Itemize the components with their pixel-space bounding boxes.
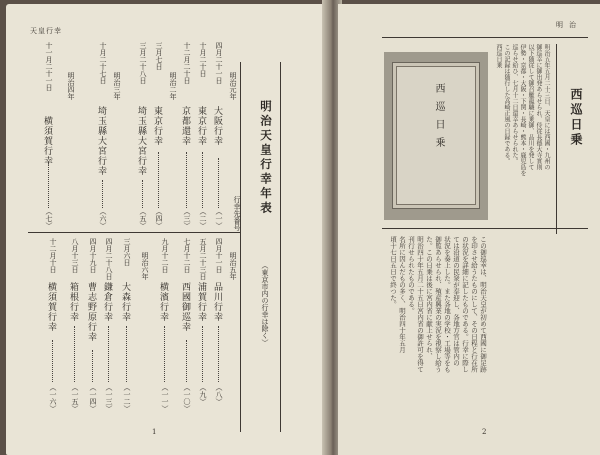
date-cell: 十月二十七日 [99,42,107,84]
place-cell: 横須賀行幸 [42,116,52,166]
paragraph-line: ては沿道の民衆が奉迎し、各地方官は管内の [452,236,460,366]
date-cell: 四月二十八日 [105,238,113,280]
leader-dots [202,152,203,208]
paragraph-line: 明治四十年五月二十五日宮内省の御許可を得て [416,236,424,373]
number-cell: （一五） [71,384,79,412]
place-cell: 大阪行幸 [212,106,222,146]
date-cell: 十二月二十日 [183,42,191,84]
leader-dots [218,158,219,208]
place-cell: 浦賀行幸 [196,282,206,322]
date-cell: 十月二十日 [199,42,207,77]
number-cell: （一六） [49,384,57,412]
left-page-number: 1 [152,428,157,436]
paragraph-line: 伊勢・京都・大阪・下関・長崎・熊本・鹿児島を [519,44,526,176]
leader-dots [142,180,143,208]
date-cell: 五月二十三日 [199,238,207,280]
paragraph-line: 巡らせ給ひ、七月十二日還幸あらせられた。 [511,44,518,164]
paragraph-line: 明治五年五月二十三日、天皇には西國・九州の [543,44,550,170]
year-label: 明治三年 [113,72,121,100]
right-top-rule [382,37,588,38]
leader-dots [218,326,219,382]
right-mid-rule [382,228,588,229]
date-cell: 四月十一日 [215,238,223,273]
number-cell: （四） [155,208,163,229]
place-cell: 大森行幸 [120,282,130,322]
number-cell: （八） [215,384,223,405]
leader-dots [202,326,203,382]
number-cell: （一四） [89,384,97,412]
top-text-block [494,44,552,224]
number-cell: （一二） [123,384,131,412]
leader-dots [158,152,159,208]
cover-title: 西巡日乗 [433,83,444,155]
place-cell: 鎌倉行幸 [102,282,112,322]
leader-dots [186,340,187,382]
place-cell: 横濱行幸 [158,282,168,322]
paragraph-line: この記録は随行した高崎正風の日録である。 [503,44,510,164]
leader-dots [52,340,53,382]
number-cell: （三） [183,208,191,229]
year-label: 明治六年 [141,252,149,280]
table-title: 明治天皇行幸年表 [259,100,273,216]
left-running-head: 天皇行幸 [30,27,62,35]
leader-dots [74,326,75,382]
table-subtitle: （東京市内の行幸は除く） [261,262,269,346]
title-divider-right [280,62,281,432]
paragraph-line: の状況を詳細に記したものである。行幸に際し [461,236,469,373]
number-cell: （七） [45,208,53,229]
number-cell: （一三） [105,384,113,412]
number-cell: （五） [139,208,147,229]
number-cell: （一） [215,208,223,229]
number-cell: （一〇） [183,384,191,412]
place-cell: 東京行幸 [196,106,206,146]
place-cell: 東京行幸 [152,106,162,146]
date-cell: 四月十九日 [89,238,97,273]
paragraph-line: 頃十七日五日で終つた。 [389,236,397,308]
date-cell: 八月十三日 [71,238,79,273]
year-label: 明治元年 [229,72,237,100]
title-divider-left [240,62,241,432]
number-cell: （一一） [161,384,169,412]
paragraph-line: を印させ給うたものにして、その日程と行在所 [470,236,478,373]
year-label: 明治二年 [169,72,177,100]
leader-dots [48,162,49,208]
place-cell: 京都還幸 [180,106,190,146]
bottom-text-block [388,236,586,416]
place-cell: 横須賀行幸 [46,282,56,332]
number-cell: （九） [199,384,207,405]
paragraph-line: 名所に因んだもの多く、明治四十年五月 [398,236,406,353]
leader-dots [108,326,109,382]
place-cell: 埼玉縣大宮行幸 [96,106,106,176]
right-running-head: 明治 [556,21,582,29]
place-cell: 箱根行幸 [68,282,78,322]
place-cell: 曹志野原行幸 [86,282,96,342]
book-cover-photo [384,52,488,220]
number-cell: （六） [99,208,107,229]
date-cell: 四月二十一日 [215,42,223,84]
right-page-number: 2 [482,428,487,436]
table-mid-rule [28,232,240,233]
table-note: 行幸先番号 [233,196,241,231]
date-cell: 十一月二十一日 [45,42,53,91]
year-label: 明治四年 [67,72,75,100]
paragraph-line: 以下随従して御召艦龍驤に乗御、品川を発して [527,44,534,170]
section-heading: 西巡日乗 [569,88,583,148]
paragraph-line: た。この日乗は後に宮内省に献上せられ、 [425,236,433,360]
leader-dots [92,350,93,382]
place-cell: 西國御巡幸 [180,282,190,332]
date-cell: 七月十二日 [183,238,191,273]
number-cell: （二） [199,208,207,229]
book-cover [392,62,480,209]
place-cell: 品川行幸 [212,282,222,322]
paragraph-line: 刊行せられたものである。 [407,236,415,314]
heading-rule [556,44,557,234]
paragraph-line: 御覧あらせられ、殖産興業の実況を視察し給う [434,236,442,373]
date-cell: 九月十二日 [161,238,169,273]
paragraph-line: 御巡幸に御出発あらせられ、侍従長德大寺實則 [535,44,542,170]
paragraph-line: 西巡日乗 [495,44,502,68]
leader-dots [102,180,103,208]
date-cell: 十二月十日 [49,238,57,273]
paragraph-line: この御巡幸は、明治天皇が初めて西國に御足跡 [479,236,487,373]
year-label: 明治五年 [229,252,237,280]
leader-dots [164,326,165,382]
paragraph-line: 状況を奏上した。また各地の学校・工場等をも [443,236,451,373]
date-cell: 三月二十八日 [139,42,147,84]
leader-dots [126,326,127,382]
date-cell: 三月七日 [155,42,163,70]
place-cell: 埼玉縣大宮行幸 [136,106,146,176]
date-cell: 三月六日 [123,238,131,266]
leader-dots [186,152,187,208]
